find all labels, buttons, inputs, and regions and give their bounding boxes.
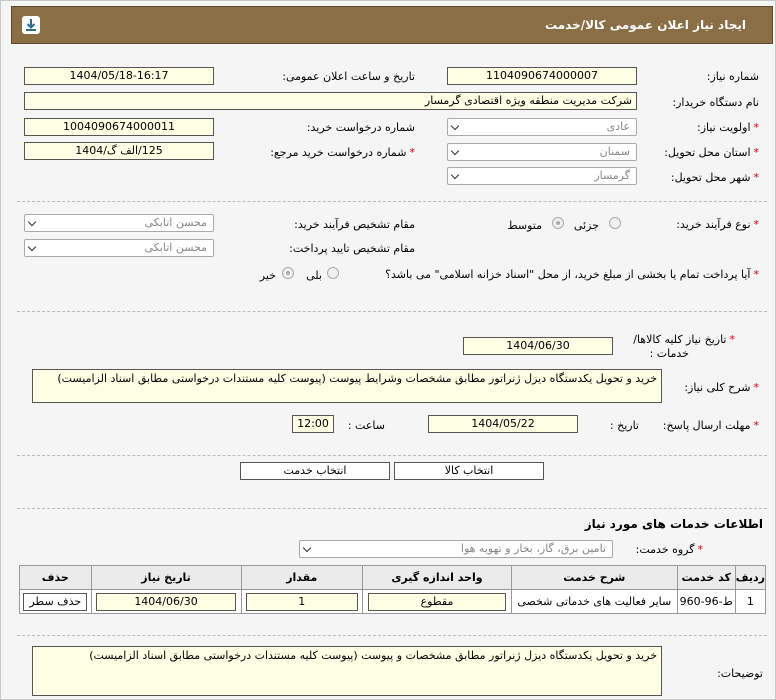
request-number-value: 1004090674000011 — [24, 118, 214, 136]
table-row — [20, 590, 766, 614]
process-medium-radio[interactable] — [552, 217, 564, 229]
row-unit: مقطوع — [368, 593, 506, 611]
notes-label: توضیحات: — [717, 667, 763, 680]
col-header-code: کد خدمت — [677, 566, 735, 590]
deadline-label: *مهلت ارسال پاسخ: — [662, 419, 759, 432]
description-label: *شرح کلی نیاز: — [684, 381, 759, 394]
row-quantity: 1 — [246, 593, 358, 611]
payment-authority-select[interactable]: محسن اتابکی — [24, 239, 214, 257]
buyer-value: شرکت مدیریت منطقه ویژه اقتصادی گرمسار — [24, 92, 637, 110]
need-date-label: *تاریخ نیاز کلیه کالاها/ — [633, 333, 735, 346]
priority-select[interactable]: عادی — [447, 118, 637, 136]
city-select[interactable]: گرمسار — [447, 167, 637, 185]
form-header — [11, 6, 773, 44]
treasury-no-label: خیر — [259, 269, 276, 282]
province-label: *استان محل تحویل: — [664, 146, 759, 159]
col-header-description: شرح خدمت — [511, 566, 677, 590]
notes-textarea[interactable]: خرید و تحویل یکدستگاه دیزل ژنراتور مطابق مشخصات و پیوست (پیوست کلیه مستندات درخواستی مطابق اسناد الزامیست) — [32, 646, 662, 696]
process-type-label: *نوع فرآیند خرید: — [676, 218, 759, 231]
row-need-date: 1404/06/30 — [96, 593, 235, 611]
process-authority-select[interactable]: محسن اتابکی — [24, 214, 214, 232]
ref-number-value: 125/الف گ/1404 — [24, 142, 214, 160]
deadline-time-label: ساعت : — [347, 419, 385, 432]
buyer-label: نام دستگاه خریدار: — [672, 96, 759, 109]
select-service-button[interactable]: انتخاب خدمت — [240, 462, 390, 480]
divider — [17, 508, 767, 509]
process-medium-label: متوسط — [507, 219, 542, 232]
announce-datetime-value: 1404/05/18-16:17 — [24, 67, 214, 85]
deadline-date-value: 1404/05/22 — [428, 415, 578, 433]
row-service-description: سایر فعالیت های خدماتی شخصی — [511, 590, 677, 614]
col-header-quantity: مقدار — [241, 566, 363, 590]
description-textarea[interactable]: خرید و تحویل یکدستگاه دیزل ژنراتور مطابق مشخصات وشرایط پیوست (پیوست کلیه مستندات درخواستی مطابق اسناد الزامیست) — [32, 369, 662, 403]
service-group-label: *گروه خدمت: — [635, 543, 703, 556]
col-header-need-date: تاریخ نیاز — [91, 566, 241, 590]
payment-authority-label: مقام تشخیص تایید پرداخت: — [289, 242, 415, 255]
priority-label: *اولویت نیاز: — [696, 121, 759, 134]
treasury-no-radio[interactable] — [282, 267, 294, 279]
need-number-value: 1104090674000007 — [447, 67, 637, 85]
download-icon[interactable] — [22, 16, 40, 34]
deadline-date-label: تاریخ : — [609, 419, 639, 432]
divider — [17, 311, 767, 312]
services-table — [19, 565, 766, 614]
process-authority-label: مقام تشخیص فرآیند خرید: — [294, 218, 415, 231]
divider — [17, 635, 767, 636]
request-number-label: شماره درخواست خرید: — [306, 121, 415, 134]
col-header-delete: حذف — [20, 566, 92, 590]
row-service-code: ط-96-960 — [677, 590, 735, 614]
select-goods-button[interactable]: انتخاب کالا — [394, 462, 544, 480]
col-header-unit: واحد اندازه گیری — [363, 566, 512, 590]
table-header-row — [20, 566, 766, 590]
row-index: 1 — [735, 590, 765, 614]
process-minor-radio[interactable] — [609, 217, 621, 229]
province-select[interactable]: سمنان — [447, 143, 637, 161]
process-minor-label: جزئی — [573, 219, 599, 232]
service-group-select[interactable]: تامین برق، گاز، بخار و تهویه هوا — [299, 540, 613, 558]
col-header-index: ردیف — [735, 566, 765, 590]
treasury-yes-label: بلی — [306, 269, 322, 282]
ref-number-label: *شماره درخواست خرید مرجع: — [270, 146, 415, 159]
delete-row-button[interactable]: حذف سطر — [23, 593, 87, 611]
divider — [17, 455, 767, 456]
treasury-question: *آیا پرداخت تمام یا بخشی از مبلغ خرید، از محل "اسناد خزانه اسلامی" می باشد؟ — [385, 268, 759, 281]
treasury-yes-radio[interactable] — [327, 267, 339, 279]
need-number-label: شماره نیاز: — [706, 70, 759, 83]
page-title: ایجاد نیاز اعلان عمومی کالا/خدمت — [545, 18, 746, 32]
deadline-time-value: 12:00 — [292, 415, 334, 433]
announce-datetime-label: تاریخ و ساعت اعلان عمومی: — [282, 70, 415, 83]
need-date-value: 1404/06/30 — [463, 337, 613, 355]
services-section-title: اطلاعات خدمات های مورد نیاز — [584, 517, 763, 531]
city-label: *شهر محل تحویل: — [670, 171, 759, 184]
divider — [17, 201, 767, 202]
need-date-label-2: خدمات : — [649, 347, 689, 360]
